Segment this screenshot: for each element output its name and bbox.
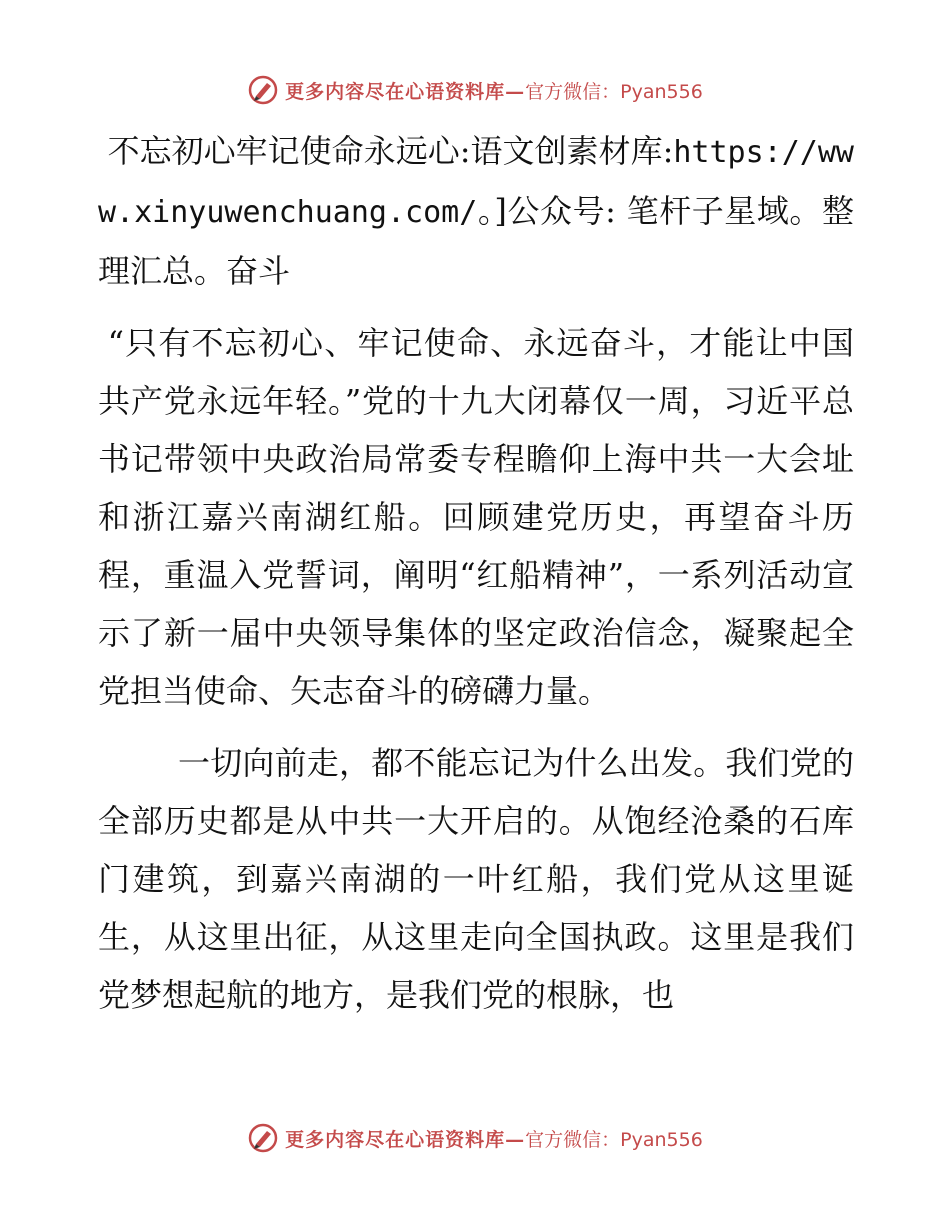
paragraph-1-intro: 不忘初心牢记使命永远心:语文创素材库: (107, 132, 674, 170)
footer-banner (0, 1118, 950, 1158)
footer-brand: 更多内容尽在心语资料库— (285, 1128, 526, 1151)
header-contact: 官方微信：Pyan556 (525, 80, 703, 103)
header-brand: 更多内容尽在心语资料库— (285, 80, 526, 103)
source-url-link[interactable]: https://www.xinyuwenchuang.com/ (98, 135, 854, 230)
header-banner (0, 70, 950, 110)
paragraph-3: 一切向前走，都不能忘记为什么出发。我们党的全部历史都是从中共一大开启的。从饱经沧桑的石库门建筑，到嘉兴南湖的一叶红船，我们党从这里诞生，从这里出征，从这里走向全国执政。这里是我们党梦想起航的地方，是我们党的根脉，也 (98, 744, 854, 1014)
document-body (98, 122, 854, 1038)
pen-logo-icon (247, 1122, 279, 1154)
pen-logo-icon (247, 74, 279, 106)
paragraph-2: “只有不忘初心、牢记使命、永远奋斗，才能让中国共产党永远年轻。”党的十九大闭幕仅一周，习近平总书记带领中央政治局常委专程瞻仰上海中共一大会址和浙江嘉兴南湖红船。回顾建党历史，再望奋斗历程，重温入党誓词，阐明“红船精神”，一系列活动宣示了新一届中央领导集体的坚定政治信念，凝聚起全党担当使命、矢志奋斗的磅礴力量。 (98, 324, 854, 710)
paragraph-1 (98, 122, 854, 300)
footer-contact: 官方微信：Pyan556 (525, 1128, 703, 1151)
paragraph-1-outro: 。]公众号: 笔杆子星域。整理汇总。奋斗 (98, 192, 854, 290)
